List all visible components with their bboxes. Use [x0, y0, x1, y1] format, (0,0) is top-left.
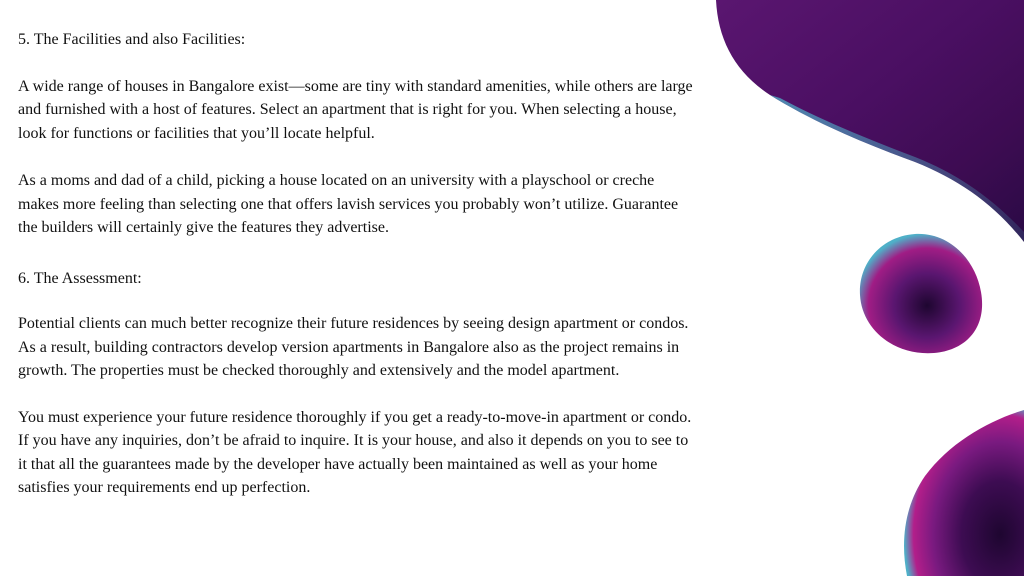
section6-paragraph1: Potential clients can much better recognize their future residences by seeing design apartment or condos. As a result, building contractors develop version apartments in Bangalore also as the project remains in growth. The properties must be checked thoroughly and extensively and the model apartment.: [18, 315, 689, 379]
top-right-blob: [716, 0, 1024, 242]
bottom-right-blob: [904, 410, 1024, 576]
content-text: [18, 28, 698, 500]
section5-paragraph2: As a moms and dad of a child, picking a house located on an university with a playschool or creche makes more feeling than selecting one that offers lavish services you probably won’t utilize. Guarantee the builders will certainly give the features they advertise.: [18, 172, 679, 236]
section6-paragraph2: You must experience your future residence thoroughly if you get a ready-to-move-in apartment or condo. If you have any inquiries, don’t be afraid to inquire. It is your house, and also it depends on you to see to it that all the guarantees made by the developer have actually been maintained as well as your home satisfies your requirements end up perfection.: [18, 408, 692, 496]
section5-paragraph1: A wide range of houses in Bangalore exist—some are tiny with standard amenities, while others are large and furnished with a host of features. Select an apartment that is right for you. When selecting a house, look for functions or facilities that you’ll locate helpful.: [18, 77, 693, 142]
middle-blob: [860, 234, 982, 353]
section5-heading: 5. The Facilities and also Facilities:: [18, 31, 246, 48]
section6-heading: 6. The Assessment:: [18, 269, 142, 287]
